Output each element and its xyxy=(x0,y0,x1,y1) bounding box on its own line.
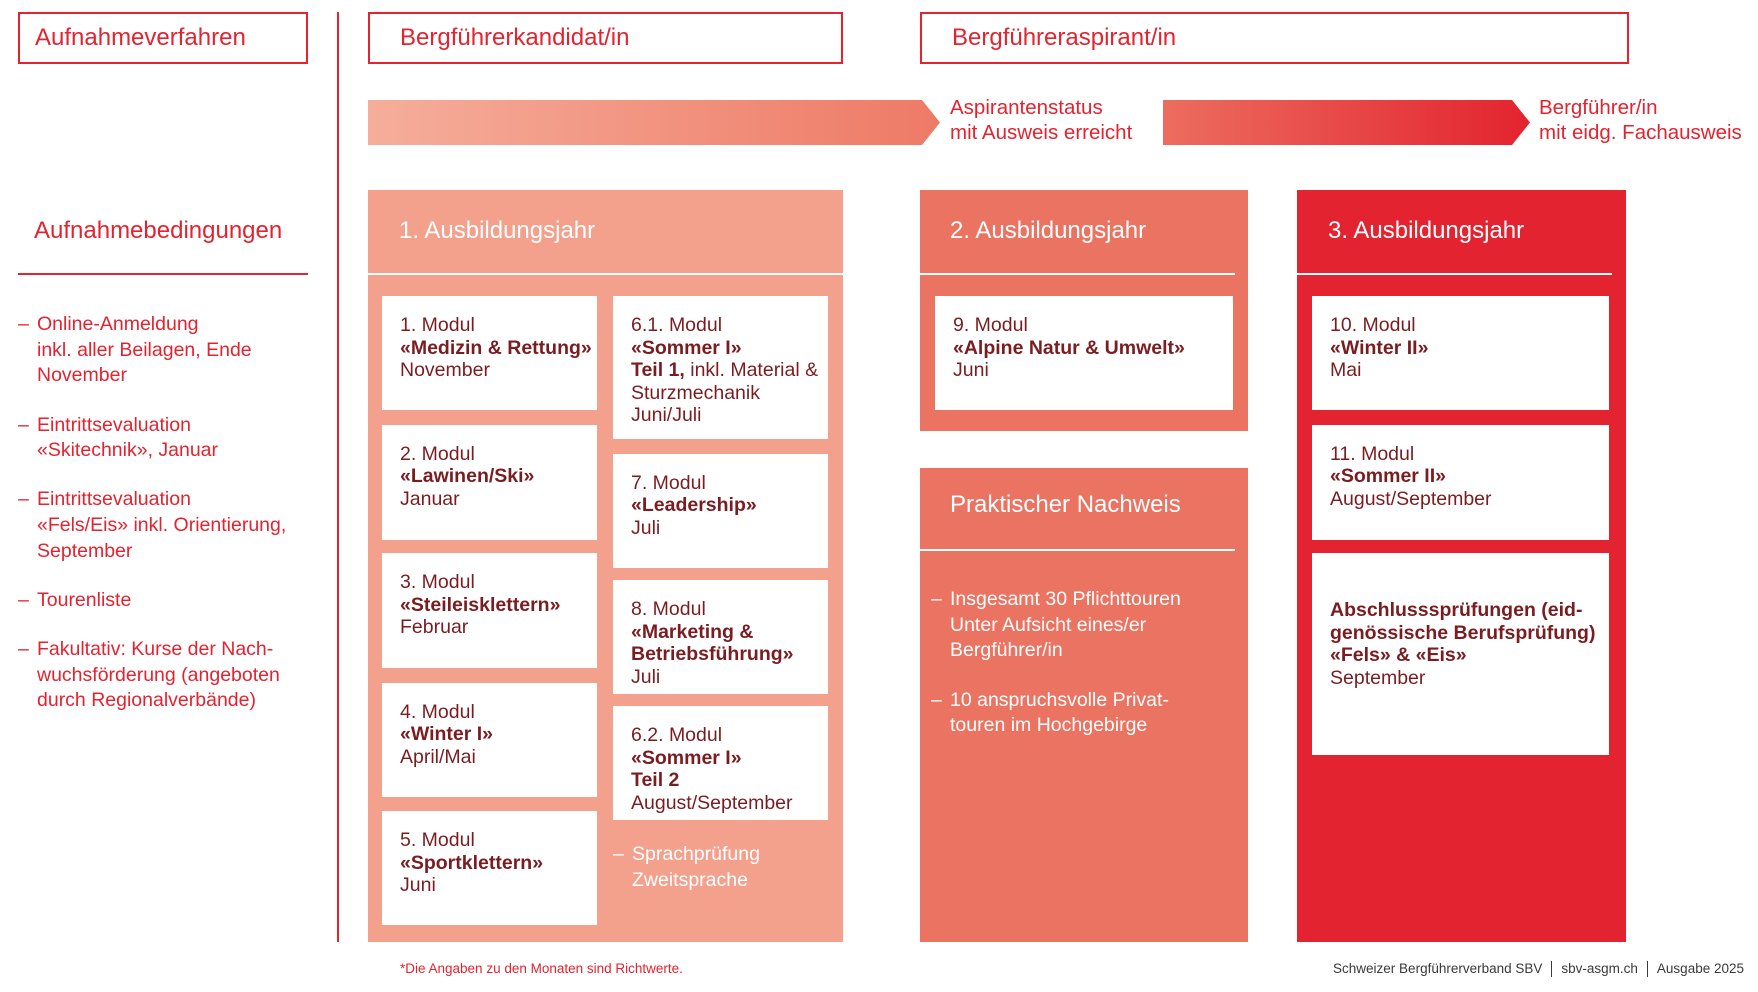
column-divider xyxy=(337,12,339,942)
footer-edition: Ausgabe 2025 xyxy=(1656,961,1744,976)
candidate-label: Bergführerkandidat/in xyxy=(400,24,630,51)
module-7-card xyxy=(613,454,828,568)
module-2-card xyxy=(382,425,597,540)
module-title: «Winter II» xyxy=(1330,336,1429,359)
year2-panel xyxy=(920,190,1248,431)
module-number: 7. Modul xyxy=(631,471,706,494)
practical-proof-panel xyxy=(920,468,1248,942)
module-1-card xyxy=(382,296,597,410)
module-title: «Sommer I» xyxy=(631,336,742,359)
module-title: «Medizin & Rettung» xyxy=(400,336,592,359)
module-detail-text: inkl. Material & Sturzmechanik xyxy=(631,359,819,404)
arrow-shape xyxy=(368,100,940,145)
module-4-card xyxy=(382,683,597,797)
module-6-2-card xyxy=(613,706,828,820)
bullet-dash: – xyxy=(18,488,29,511)
practical-proof-list xyxy=(931,587,1181,739)
module-number: 2. Modul xyxy=(400,442,475,465)
year3-panel xyxy=(1297,190,1626,942)
list-item xyxy=(931,587,1181,664)
module-number: 5. Modul xyxy=(400,829,475,851)
bullet-dash: – xyxy=(18,413,29,436)
module-date: Januar xyxy=(400,487,460,510)
admission-process-header xyxy=(18,12,308,64)
list-item xyxy=(18,487,286,564)
module-number: 8. Modul xyxy=(631,598,706,620)
module-detail xyxy=(631,359,824,404)
year2-title: 2. Ausbildungsjahr xyxy=(950,217,1147,244)
module-title: «Sportklettern» xyxy=(400,851,544,874)
module-title: «Winter I» xyxy=(400,723,494,745)
list-item xyxy=(18,637,286,714)
module-9-card xyxy=(935,296,1233,410)
footer-separator xyxy=(1647,961,1648,977)
bullet-dash: – xyxy=(613,843,624,865)
bullet-dash: – xyxy=(18,637,29,660)
year3-title: 3. Ausbildungsjahr xyxy=(1328,217,1525,244)
list-item-text: Sprachprüfung Zweitsprache xyxy=(632,843,760,891)
admission-requirements-list xyxy=(18,312,286,714)
list-item xyxy=(18,312,286,389)
module-title: «Steileisklettern» xyxy=(400,593,561,616)
year1-panel xyxy=(368,190,843,942)
year1-rule xyxy=(368,273,843,275)
module-6-1-card xyxy=(613,296,828,439)
module-date: Februar xyxy=(400,616,469,638)
module-title: «Alpine Natur & Umwelt» xyxy=(953,336,1185,359)
list-item xyxy=(931,688,1181,739)
module-number: 3. Modul xyxy=(400,571,475,593)
module-number: 1. Modul xyxy=(400,314,475,336)
final-exam-title: Abschlusssprüfungen (eid- genössische Berufsprüfung) «Fels» & «Eis» xyxy=(1330,599,1596,666)
footer-note: *Die Angaben zu den Monaten sind Richtwerte. xyxy=(400,961,683,976)
module-title: «Sommer I» xyxy=(631,746,742,769)
module-date: August/September xyxy=(1330,487,1492,510)
module-date: Juli xyxy=(631,516,661,539)
list-item xyxy=(613,842,760,893)
module-title: «Lawinen/Ski» xyxy=(400,465,535,487)
footer-separator xyxy=(1551,961,1552,977)
list-item-text: Insgesamt 30 Pflichttouren Unter Aufsicht eines/er Bergführer/in xyxy=(950,588,1181,662)
final-exam-card xyxy=(1312,553,1609,755)
module-date: Juni/Juli xyxy=(631,404,702,426)
list-item-text: Eintrittsevaluation «Fels/Eis» inkl. Orientierung, September xyxy=(37,488,287,562)
module-title: «Marketing & Betriebsführung» xyxy=(631,620,794,665)
admission-requirements-rule xyxy=(18,273,308,275)
module-number: 10. Modul xyxy=(1330,314,1416,336)
module-number: 4. Modul xyxy=(400,700,475,723)
module-number: 6.2. Modul xyxy=(631,724,723,746)
language-exam-note xyxy=(613,842,760,893)
bullet-dash: – xyxy=(931,588,942,610)
practical-proof-rule xyxy=(920,549,1235,551)
candidate-header xyxy=(368,12,843,64)
bullet-dash: – xyxy=(18,588,29,611)
list-item xyxy=(18,588,286,614)
milestone-mountain-guide: Bergführer/in mit eidg. Fachausweis xyxy=(1539,96,1742,144)
final-exam-date: September xyxy=(1330,666,1426,689)
year2-rule xyxy=(920,273,1235,275)
aspirant-header xyxy=(920,12,1629,64)
bullet-dash: – xyxy=(931,688,942,711)
module-number: 6.1. Modul xyxy=(631,314,723,336)
module-number: 9. Modul xyxy=(953,314,1028,336)
module-title: «Sommer II» xyxy=(1330,465,1446,487)
footer-meta xyxy=(1333,960,1744,977)
milestone-aspirant-status: Aspirantenstatus mit Ausweis erreicht xyxy=(950,96,1133,144)
module-10-card xyxy=(1312,296,1609,410)
list-item xyxy=(18,413,286,464)
list-item-text: Fakultativ: Kurse der Nach- wuchsförderung (angeboten durch Regionalverbände) xyxy=(37,637,280,712)
module-date: April/Mai xyxy=(400,745,476,768)
footer-website: sbv-asgm.ch xyxy=(1561,961,1638,976)
module-11-card xyxy=(1312,425,1609,540)
bullet-dash: – xyxy=(18,313,29,335)
module-date: August/September xyxy=(631,791,793,814)
module-number: 11. Modul xyxy=(1330,442,1415,465)
module-date: November xyxy=(400,359,490,381)
module-date: Juni xyxy=(400,874,436,896)
admission-process-label: Aufnahmeverfahren xyxy=(35,24,246,51)
progress-arrow-2 xyxy=(1163,100,1531,145)
year1-title: 1. Ausbildungsjahr xyxy=(399,217,596,244)
list-item-text: Eintrittsevaluation «Skitechnik», Januar xyxy=(37,413,219,462)
module-5-card xyxy=(382,811,597,925)
list-item-text: Online-Anmeldung inkl. aller Beilagen, Ende November xyxy=(37,313,252,387)
aspirant-label: Bergführeraspirant/in xyxy=(952,24,1177,51)
module-3-card xyxy=(382,553,597,668)
module-part: Teil 2 xyxy=(631,769,680,791)
module-part: Teil 1, xyxy=(631,359,685,381)
year3-rule xyxy=(1297,273,1612,275)
list-item-text: Tourenliste xyxy=(37,588,132,611)
list-item-text: 10 anspruchsvolle Privat- touren im Hochgebirge xyxy=(950,688,1169,737)
footer-publisher: Schweizer Bergführerverband SBV xyxy=(1333,961,1543,976)
arrow-shape xyxy=(1163,100,1530,145)
module-8-card xyxy=(613,580,828,694)
admission-requirements-title: Aufnahmebedingungen xyxy=(34,217,283,244)
progress-arrow-1 xyxy=(368,100,941,145)
practical-proof-title: Praktischer Nachweis xyxy=(950,491,1181,518)
module-date: Mai xyxy=(1330,359,1362,381)
module-title: «Leadership» xyxy=(631,494,757,516)
module-date: Juni xyxy=(953,359,989,381)
module-date: Juli xyxy=(631,665,661,688)
